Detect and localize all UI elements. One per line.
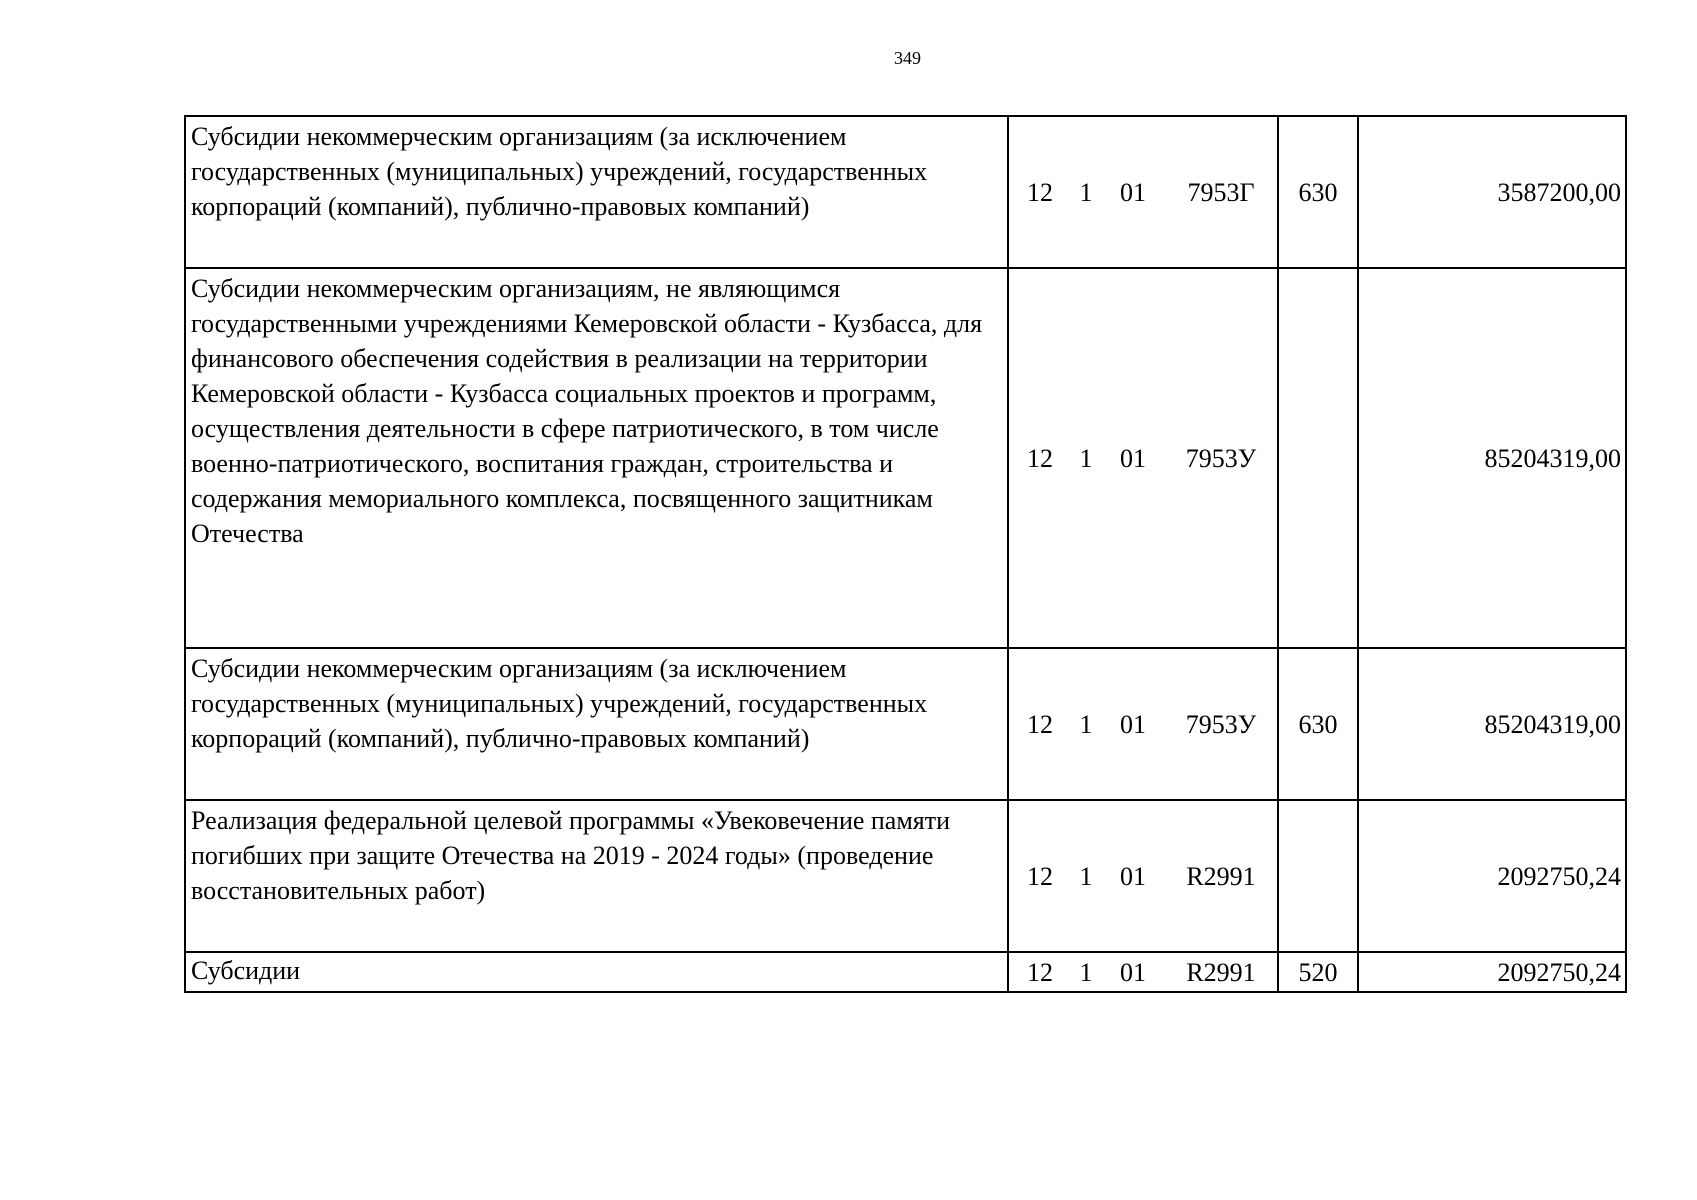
row-description: Реализация федеральной целевой программы «Увековечение памяти погибших при защите Отечества на 2019 - 2024 годы» (проведение восстановительных работ) xyxy=(185,800,1008,952)
table-row xyxy=(185,268,1626,648)
row-codes xyxy=(1008,268,1278,648)
amount: 85204319,00 xyxy=(1358,648,1626,800)
expense-type-code: 520 xyxy=(1278,952,1358,992)
program-code: 12 xyxy=(1027,957,1053,987)
amount: 85204319,00 xyxy=(1358,268,1626,648)
expense-type-code: 630 xyxy=(1278,116,1358,268)
expense-type-code xyxy=(1278,268,1358,648)
row-codes xyxy=(1008,800,1278,952)
row-description: Субсидии некоммерческим организациям (за исключением государственных (муниципальных) учреждений, государственных корпораций (компаний), публично-правовых компаний) xyxy=(185,116,1008,268)
row-codes xyxy=(1008,116,1278,268)
subprogram-code: 1 xyxy=(1079,443,1093,473)
program-code: 12 xyxy=(1027,861,1053,891)
event-code: 01 xyxy=(1120,861,1146,891)
table-row xyxy=(185,800,1626,952)
row-description: Субсидии некоммерческим организациям (за исключением государственных (муниципальных) учреждений, государственных корпораций (компаний), публично-правовых компаний) xyxy=(185,648,1008,800)
subprogram-code: 1 xyxy=(1079,177,1093,207)
page-number: 349 xyxy=(894,48,921,68)
direction-code: 7953Г xyxy=(1187,177,1255,207)
budget-table xyxy=(184,115,1627,993)
event-code: 01 xyxy=(1120,709,1146,739)
subprogram-code: 1 xyxy=(1079,957,1093,987)
expense-type-code xyxy=(1278,800,1358,952)
direction-code: R2991 xyxy=(1186,957,1256,987)
table-row xyxy=(185,952,1626,992)
direction-code: R2991 xyxy=(1186,861,1256,891)
direction-code: 7953У xyxy=(1185,709,1257,739)
row-codes xyxy=(1008,952,1278,992)
event-code: 01 xyxy=(1120,443,1146,473)
event-code: 01 xyxy=(1120,957,1146,987)
row-description: Субсидии xyxy=(185,952,1008,992)
program-code: 12 xyxy=(1027,177,1053,207)
subprogram-code: 1 xyxy=(1079,709,1093,739)
row-description: Субсидии некоммерческим организациям, не являющимся государственными учреждениями Кемеровской области - Кузбасса, для финансового обеспечения содействия в реализации на территории Кемеровской области - Кузбасса социальных проектов и программ, осуществления деятельности в сфере патриотического, в том числе военно-патриотического, воспитания граждан, строительства и содержания мемориального комплекса, посвященного защитникам Отечества xyxy=(185,268,1008,648)
direction-code: 7953У xyxy=(1185,443,1257,473)
table-row xyxy=(185,648,1626,800)
subprogram-code: 1 xyxy=(1079,861,1093,891)
event-code: 01 xyxy=(1120,177,1146,207)
table-row xyxy=(185,116,1626,268)
amount: 2092750,24 xyxy=(1358,952,1626,992)
expense-type-code: 630 xyxy=(1278,648,1358,800)
amount: 3587200,00 xyxy=(1358,116,1626,268)
amount: 2092750,24 xyxy=(1358,800,1626,952)
row-codes xyxy=(1008,648,1278,800)
program-code: 12 xyxy=(1027,709,1053,739)
program-code: 12 xyxy=(1027,443,1053,473)
